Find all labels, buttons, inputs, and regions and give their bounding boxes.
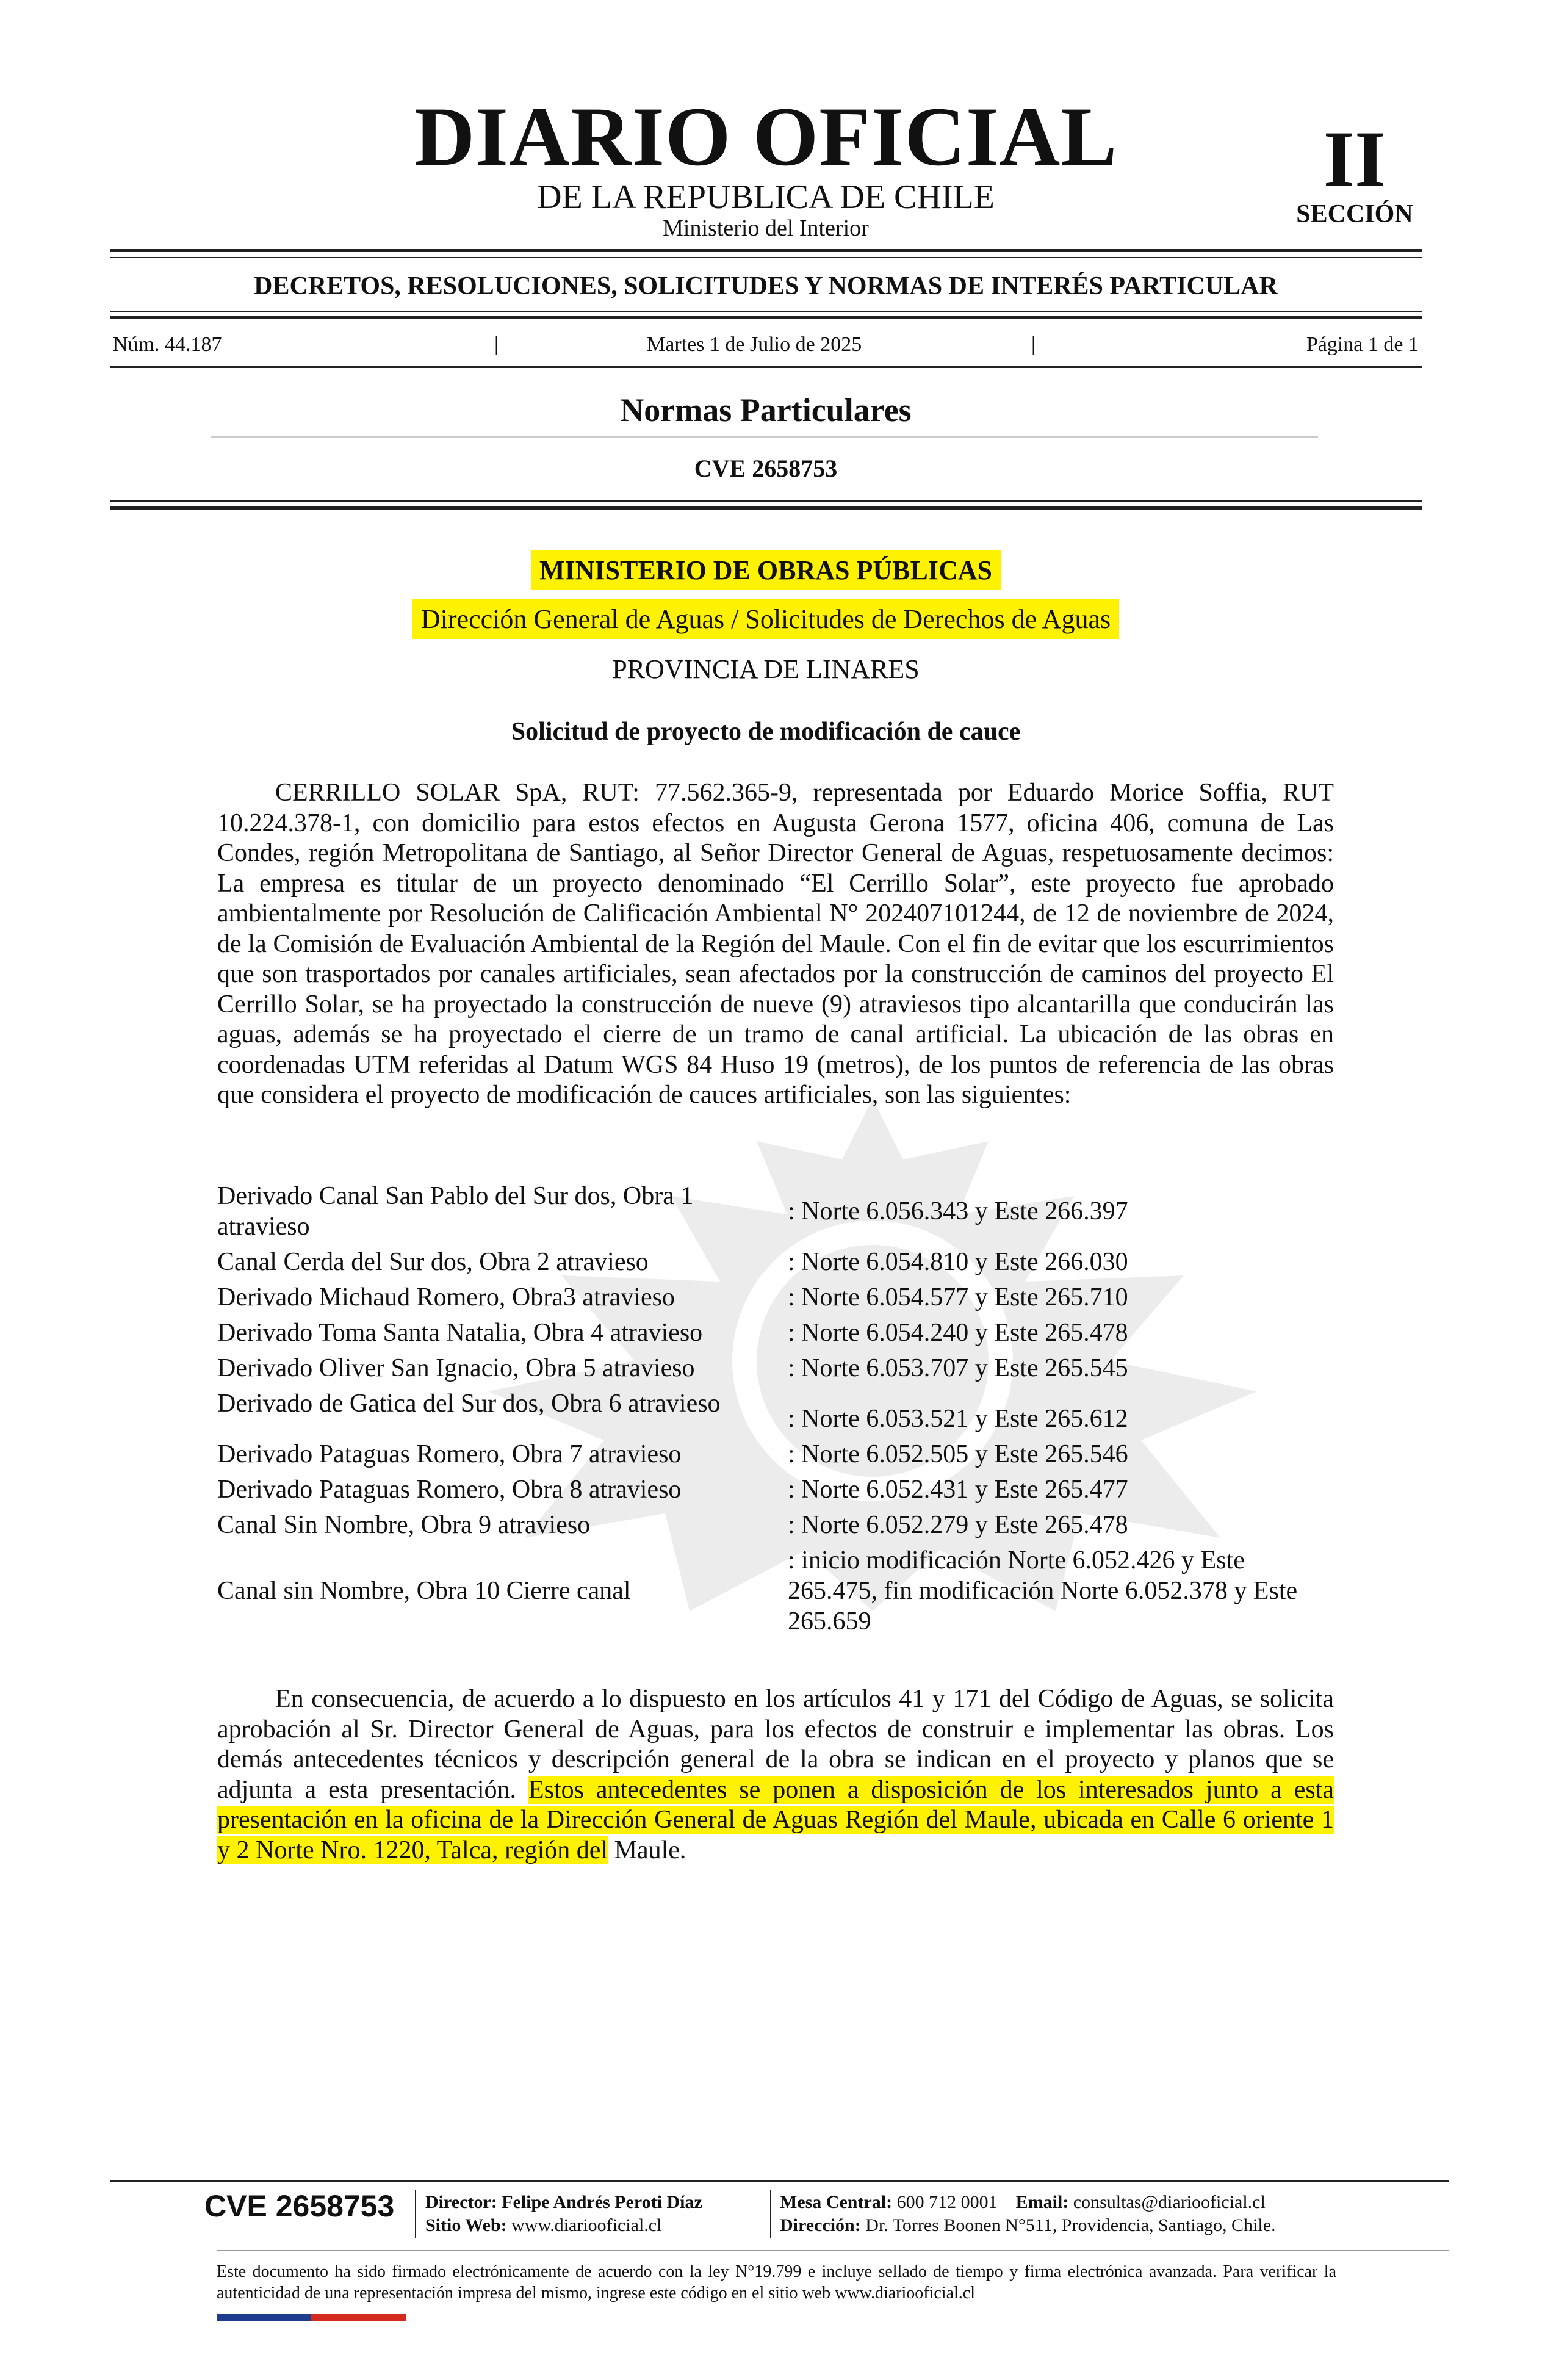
work-coordinates: : Norte 6.054.577 y Este 265.710 (788, 1283, 1128, 1311)
masthead-ministry: Ministerio del Interior (663, 215, 869, 241)
website-link[interactable]: www.diariooficial.cl (511, 2215, 662, 2235)
email-label: Email: (1015, 2192, 1069, 2212)
works-row (217, 1318, 1334, 1348)
category-heading: DECRETOS, RESOLUCIONES, SOLICITUDES Y NORMAS DE INTERÉS PARTICULAR (254, 272, 1278, 300)
work-coordinates: : Norte 6.056.343 y Este 266.397 (788, 1197, 1128, 1225)
director-label: Director: (425, 2192, 497, 2212)
cve-rule (110, 506, 1422, 510)
work-name: Derivado Canal San Pablo del Sur dos, Obra 1 atravieso (217, 1182, 694, 1241)
work-coordinates: : Norte 6.054.810 y Este 266.030 (788, 1248, 1128, 1276)
work-name: Derivado Toma Santa Natalia, Obra 4 atravieso (217, 1319, 703, 1347)
issuing-ministry-text: MINISTERIO DE OBRAS PÚBLICAS (531, 550, 1001, 590)
cve-code: CVE 2658753 (694, 455, 838, 482)
footer-divider (415, 2190, 416, 2238)
works-row (217, 1181, 1334, 1242)
closing-paragraph-highlight: Estos antecedentes se ponen a disposición de los interesados junto a esta presentación en la oficina de la Dirección General de Aguas Región del Maule, ubicada en Calle 6 oriente 1 y 2 Norte Nro. 1220, Talca, región del (217, 1775, 1334, 1864)
work-name: Derivado Pataguas Romero, Obra 7 atravieso (217, 1440, 682, 1468)
footer-cve-code: CVE 2658753 (204, 2189, 395, 2223)
works-row (217, 1545, 1334, 1637)
works-table (217, 1181, 1334, 1642)
rubric-title: Normas Particulares (620, 392, 912, 428)
footer-director-block (425, 2191, 767, 2237)
masthead-title: DIARIO OFICIAL (414, 90, 1118, 183)
works-row (217, 1282, 1334, 1313)
footer-rule (110, 2180, 1449, 2182)
phone-number: 600 712 0001 (896, 2192, 998, 2212)
issuing-ministry (110, 557, 1422, 584)
section-label: SECCIÓN (1296, 200, 1413, 228)
province-heading: PROVINCIA DE LINARES (612, 654, 920, 684)
address-label: Dirección: (780, 2215, 861, 2235)
work-coordinates: : Norte 6.054.240 y Este 265.478 (788, 1319, 1128, 1347)
work-name: Derivado de Gatica del Sur dos, Obra 6 atravieso (217, 1390, 721, 1418)
footer-contact-block (780, 2191, 1353, 2237)
footer-rule-thin (217, 2250, 1449, 2251)
address-text: Dr. Torres Boonen N°511, Providencia, Santiago, Chile. (865, 2215, 1276, 2235)
work-coordinates: : inicio modificación Norte 6.052.426 y Este 265.475, fin modificación Norte 6.052.378 y Este 265.659 (788, 1546, 1298, 1635)
email-link[interactable]: consultas@diariooficial.cl (1073, 2192, 1266, 2212)
website-label: Sitio Web: (425, 2215, 507, 2235)
work-name: Derivado Pataguas Romero, Obra 8 atravieso (217, 1476, 682, 1504)
category-rule (110, 316, 1422, 319)
issue-date: Martes 1 de Julio de 2025 (647, 333, 862, 356)
director-name: Felipe Andrés Peroti Díaz (502, 2192, 702, 2212)
footer-signature-note: Este documento ha sido firmado electrónicamente de acuerdo con la ley N°19.799 e incluye sellado de tiempo y firma electrónica avanzada. Para verificar la autenticidad de una representación impresa del mismo, ingrese este código en el sitio web www.diariooficial.cl (217, 2262, 1336, 2302)
intro-paragraph: CERRILLO SOLAR SpA, RUT: 77.562.365-9, representada por Eduardo Morice Soffia, RUT 10.224.378-1, con domicilio para estos efectos en Augusta Gerona 1577, oficina 406, comuna de Las Condes, región Metropolitana de Santiago, al Señor Director General de Aguas, respetuosamente decimos: La empresa es titular de un proyecto denominado “El Cerrillo Solar”, este proyecto fue aprobado ambientalmente por Resolución de Calificación Ambiental N° 202407101244, de 12 de noviembre de 2024, de la Comisión de Evaluación Ambiental de la Región del Maule. Con el fin de evitar que los escurrimientos que son trasportados por canales artificiales, sean afectados por la construcción de caminos del proyecto El Cerrillo Solar, se ha proyectado la construcción de nueve (9) atraviesos tipo alcantarilla que conducirán las aguas, además se ha proyectado el cierre de un tramo de canal artificial. La ubicación de las obras en coordenadas UTM referidas al Datum WGS 84 Huso 19 (metros), de los puntos de referencia de las obras que considera el proyecto de modificación de cauces artificiales, son las siguientes: (217, 779, 1334, 1109)
work-coordinates: : Norte 6.053.707 y Este 265.545 (788, 1354, 1128, 1382)
work-name: Canal Cerda del Sur dos, Obra 2 atravieso (217, 1248, 649, 1276)
category-rule-thin (110, 311, 1422, 312)
work-name: Canal sin Nombre, Obra 10 Cierre canal (217, 1577, 631, 1605)
works-row (217, 1388, 1334, 1434)
section-numeral: II (1323, 114, 1386, 204)
works-row (217, 1474, 1334, 1505)
page-indicator: Página 1 de 1 (1306, 333, 1419, 356)
closing-paragraph-tail: Maule. (614, 1836, 686, 1864)
masthead-subtitle: DE LA REPUBLICA DE CHILE (537, 178, 995, 216)
works-row (217, 1353, 1334, 1383)
phone-label: Mesa Central: (780, 2192, 893, 2212)
document-title: Solicitud de proyecto de modificación de cauce (511, 718, 1021, 746)
issuing-directorate-text: Dirección General de Aguas / Solicitudes de Derechos de Aguas (412, 599, 1119, 639)
issue-number: Núm. 44.187 (113, 333, 222, 356)
works-row (217, 1247, 1334, 1277)
issue-separator: | (494, 333, 499, 356)
work-coordinates: : Norte 6.052.505 y Este 265.546 (788, 1440, 1128, 1468)
rubric-underline (211, 436, 1318, 438)
work-coordinates: : Norte 6.052.431 y Este 265.477 (788, 1476, 1128, 1504)
work-name: Canal Sin Nombre, Obra 9 atravieso (217, 1511, 591, 1539)
issue-separator: | (1031, 333, 1036, 356)
work-coordinates: : Norte 6.052.279 y Este 265.478 (788, 1511, 1128, 1539)
issue-rule (110, 366, 1422, 368)
works-row (217, 1510, 1334, 1540)
work-coordinates: : Norte 6.053.521 y Este 265.612 (788, 1405, 1128, 1433)
header-rule-top-thin (110, 257, 1422, 258)
work-name: Derivado Michaud Romero, Obra3 atravieso (217, 1283, 675, 1311)
header-rule-top (110, 249, 1422, 252)
flag-color-bar (311, 2314, 406, 2321)
cve-rule-thin (110, 500, 1422, 502)
footer-divider (770, 2190, 771, 2238)
closing-paragraph (217, 1684, 1334, 1866)
closing-paragraph-text: En consecuencia, de acuerdo a lo dispuesto en los artículos 41 y 171 del Código de Aguas, se solicita aprobación al Sr. Director General de Aguas, para los efectos de construir e implementar las obras. Los demás antecedentes técnicos y descripción general de la obra se indican en el proyecto y planos que se adjunta a esta presentación. (217, 1685, 1334, 1804)
works-row (217, 1439, 1334, 1469)
issuing-directorate (110, 606, 1422, 633)
flag-color-bar (217, 2314, 311, 2321)
work-name: Derivado Oliver San Ignacio, Obra 5 atravieso (217, 1354, 695, 1382)
